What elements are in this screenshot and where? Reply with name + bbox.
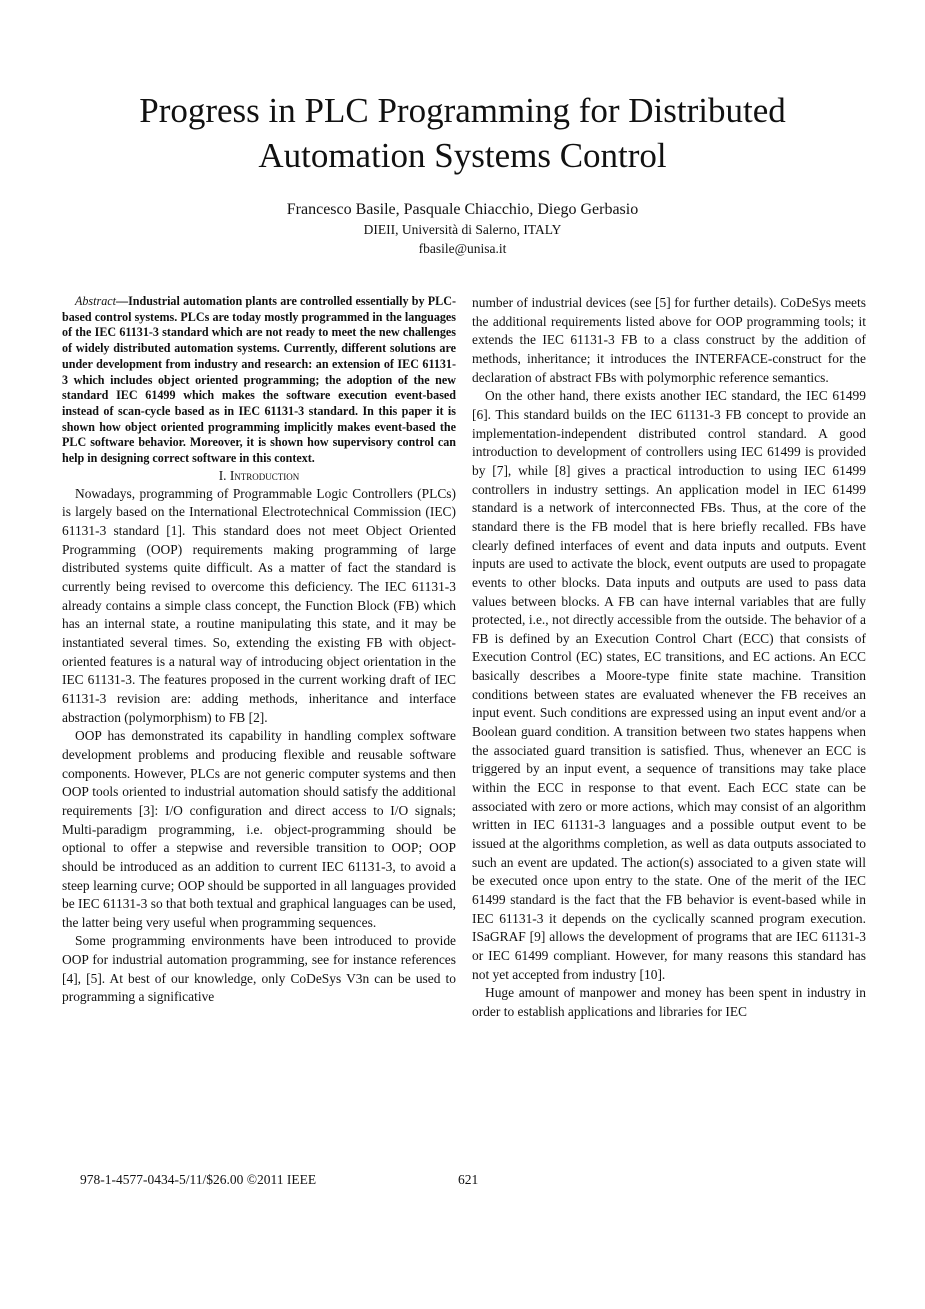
abstract: [62, 294, 456, 467]
paragraph: number of industrial devices (see [5] for further details). CoDeSys meets the additional requirements listed above for OOP programming tools; it extends the IEC 61131-3 FB to a class construct by the addition of methods, inheritance; it introduces the INTERFACE-construct for the declaration of abstract FBs with polymorphic reference semantics.: [472, 295, 866, 385]
affiliation-block: [0, 220, 925, 258]
title-line: Automation Systems Control: [258, 136, 667, 175]
right-column: [472, 294, 866, 1022]
title-line: Progress in PLC Programming for Distributed: [139, 91, 786, 130]
paragraph: Some programming environments have been introduced to provide OOP for industrial automation programming, see for instance references [4], [5]. At best of our knowledge, only CoDeSys V3n can be used to programming a significative: [62, 933, 456, 1005]
paragraph: Nowadays, programming of Programmable Logic Controllers (PLCs) is largely based on the International Electrotechnical Commission (IEC) 61131-3 standard [1]. This standard does not meet Object Oriented Programming (OOP) requirements making programming of large distributed systems quite difficult. As a matter of fact the standard is currently being revised to overcome this deficiency. The IEC 61131-3 already contains a simple class concept, the Function Block (FB) which has an internal state, a routine manipulating this state, and it may be instantiated several times. So, extending the existing FB with object-oriented features is a natural way of introducing object orientation in the IEC 61131-3. The features proposed in the current working draft of IEC 61131-3 revision are: adding methods, inheritance and interface abstraction (polymorphism) to FB [2].: [62, 485, 456, 725]
abstract-label: Abstract: [75, 294, 116, 308]
abstract-text: —Industrial automation plants are controlled essentially by PLC-based control systems. PLCs are today mostly programmed in the languages of the IEC 61131-3 standard which are not ready to meet the new challenges of widely distributed automation systems. Currently, different solutions are under development from industry and research: an extension of IEC 61131-3 which includes object oriented programming; the adoption of the new standard IEC 61499 which makes the software execution event-based instead of scan-cycle based as in IEC 61131-3 standard. In this paper it is shown how object oriented programming implicitly makes event-based the PLC software behavior. Moreover, it is shown how supervisory control can help in designing correct software in this context.: [62, 294, 456, 466]
paragraph: Huge amount of manpower and money has been spent in industry in order to establish applications and libraries for IEC: [472, 985, 866, 1019]
paragraph: On the other hand, there exists another IEC standard, the IEC 61499 [6]. This standard builds on the IEC 61131-3 FB concept to provide an implementation-independent distributed control standard. A good introduction to development of controllers using IEC 61499 is provided by [7], while [8] gives a practical introduction to using IEC 61499 controllers in industry settings. An application model in IEC 61499 standard is a network of interconnected FBs. Thus, at the core of the standard there is the FB model that is here briefly recalled. FBs have clearly defined interfaces of event and data inputs and outputs. Event inputs are used to activate the block, event outputs are used to propagate events to other blocks. Data inputs and outputs are used to pass data values between blocks. A FB can have internal variables that are fully protected, i.e., not directly accessible from the outside. The behavior of a FB is defined by an Execution Control Chart (ECC) that consists of Execution Control (EC) states, EC transitions, and EC actions. An ECC basically describes a Moore-type finite state machine. Transition conditions between states are evaluated whenever the FB receives an input event. Such conditions are expressed using an input event and/or a Boolean guard condition. A transition between two states happens when the associated guard transition is satisfied. Thus, whenever an ECC is triggered by an input event, a sequence of transitions may take place within the ECC in response to that event. Each ECC state can be associated with zero or more actions, which may consist of an algorithm written in IEC 61131-3 languages and a possible output event to be issued at the algorithms completion, as well as data outputs associated to such an event are updated. The action(s) associated to a given state will be executed once upon entry to the state. One of the merit of the IEC 61499 standard is the fact that the FB behavior is event-based while in IEC 61131-3 it depends on the cyclically scanned program execution. ISaGRAF [9] allows the development of programs that are IEC 61131-3 or IEC 61499 compliant. However, for many reasons this standard has not yet accepted from industry [10].: [472, 388, 866, 982]
authors: Francesco Basile, Pasquale Chiacchio, Diego Gerbasio: [286, 201, 639, 218]
affiliation: DIEII, Università di Salerno, ITALY: [363, 222, 562, 237]
paragraph: OOP has demonstrated its capability in handling complex software development problems and producing flexible and reusable software components. However, PLCs are not generic computer systems and then OOP tools oriented to industrial automation should satisfy the additional requirements [3]: I/O configuration and direct access to I/O signals; Multi-paradigm programming, i.e. object-programming should be optional to offer a stepwise and reversible transition to OOP; OOP should be introduced as an addition to current IEC 61131-3, to avoid a steep learning curve; OOP should be supported in all languages provided be IEC 61131-3 so that both textual and graphical languages can be used, the latter being very useful when programming sequences.: [62, 728, 456, 930]
paper-title: [0, 88, 925, 178]
page-number: 621: [458, 1172, 479, 1187]
copyright-footer: 978-1-4577-0434-5/11/$26.00 ©2011 IEEE: [80, 1172, 317, 1187]
email: fbasile@unisa.it: [418, 241, 507, 256]
section-heading: I. Introduction: [218, 467, 300, 483]
left-column: [62, 294, 456, 1007]
